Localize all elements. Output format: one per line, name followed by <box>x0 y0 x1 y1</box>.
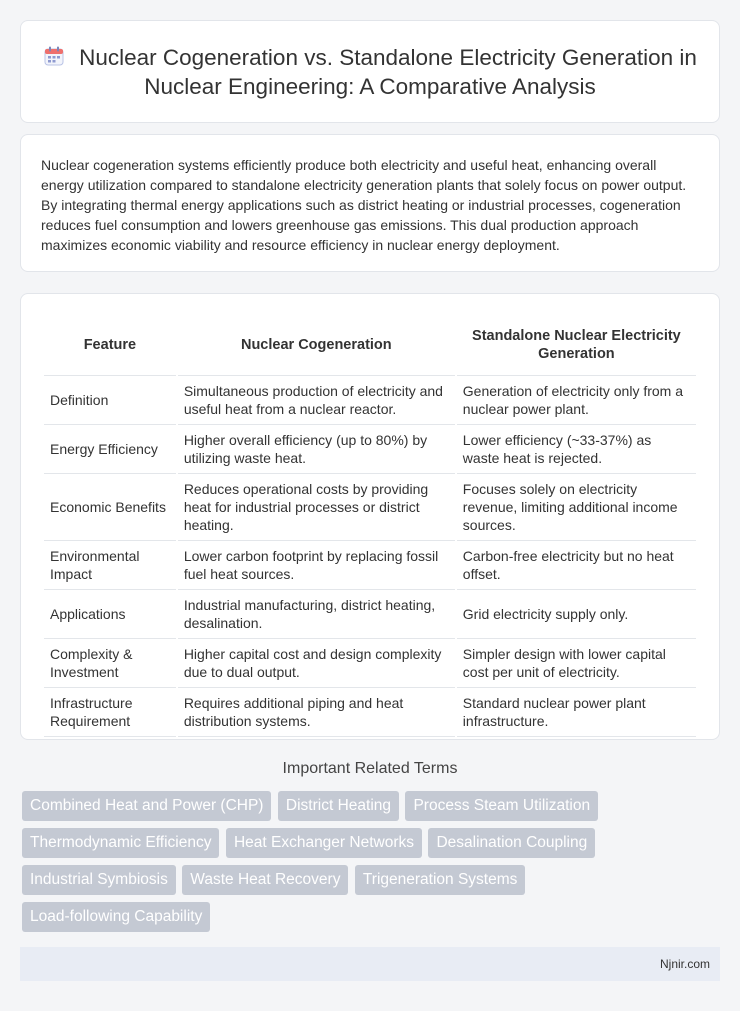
related-term-tag[interactable]: Load-following Capability <box>22 902 210 932</box>
table-row <box>44 687 696 737</box>
table-row <box>44 473 696 540</box>
cogeneration-cell: Higher capital cost and design complexity due to dual output. <box>178 638 455 687</box>
standalone-cell: Lower efficiency (~33-37%) as waste heat is rejected. <box>457 424 696 473</box>
cogeneration-cell: Lower carbon footprint by replacing fossil fuel heat sources. <box>178 540 455 589</box>
related-term-tag[interactable]: Industrial Symbiosis <box>22 865 176 895</box>
comparison-card <box>20 293 720 740</box>
related-term-tag[interactable]: Thermodynamic Efficiency <box>22 828 219 858</box>
cogeneration-cell: Higher overall efficiency (up to 80%) by utilizing waste heat. <box>178 424 455 473</box>
related-terms-heading: Important Related Terms <box>282 760 458 777</box>
standalone-cell: Standard nuclear power plant infrastructure. <box>457 687 696 737</box>
table-row <box>44 638 696 687</box>
cogeneration-cell: Reduces operational costs by providing heat for industrial processes or district heating. <box>178 473 455 540</box>
feature-cell: Economic Benefits <box>44 473 176 540</box>
page-title: Nuclear Cogeneration vs. Standalone Electricity Generation in Nuclear Engineering: A Comparative Analysis <box>79 44 697 99</box>
header-feature: Feature <box>83 337 137 353</box>
table-row <box>44 424 696 473</box>
related-term-tag[interactable]: Waste Heat Recovery <box>182 865 348 895</box>
cogeneration-cell: Industrial manufacturing, district heating, desalination. <box>178 589 455 638</box>
standalone-cell: Generation of electricity only from a nuclear power plant. <box>457 375 696 424</box>
feature-cell: Infrastructure Requirement <box>44 687 176 737</box>
feature-cell: Environmental Impact <box>44 540 176 589</box>
related-term-tag[interactable]: Process Steam Utilization <box>405 791 598 821</box>
standalone-cell: Grid electricity supply only. <box>457 589 696 638</box>
table-row <box>44 589 696 638</box>
cogeneration-cell: Simultaneous production of electricity and useful heat from a nuclear reactor. <box>178 375 455 424</box>
feature-cell: Energy Efficiency <box>44 424 176 473</box>
footer <box>20 947 720 981</box>
intro-paragraph: Nuclear cogeneration systems efficiently produce both electricity and useful heat, enhancing overall energy utilization compared to standalone electricity generation plants that solely focus on power output. By integrating thermal energy applications such as district heating or industrial processes, cogeneration reduces fuel consumption and lowers greenhouse gas emissions. This dual production approach maximizes economic viability and resource efficiency in nuclear energy deployment. <box>41 157 687 253</box>
table-row <box>44 540 696 589</box>
calendar-icon <box>43 45 65 67</box>
header-standalone: Standalone Nuclear Electricity Generation <box>472 328 681 362</box>
related-term-tag[interactable]: Trigeneration Systems <box>355 865 526 895</box>
comparison-table <box>42 315 698 737</box>
header-cogeneration: Nuclear Cogeneration <box>240 337 392 353</box>
footer-site-link[interactable]: Njnir.com <box>659 957 710 971</box>
related-term-tag[interactable]: Combined Heat and Power (CHP) <box>22 791 271 821</box>
related-term-tag[interactable]: Heat Exchanger Networks <box>226 828 422 858</box>
feature-cell: Definition <box>44 375 176 424</box>
title-card <box>20 20 720 123</box>
feature-cell: Complexity & Investment <box>44 638 176 687</box>
table-row <box>44 375 696 424</box>
related-term-tag[interactable]: Desalination Coupling <box>428 828 595 858</box>
cogeneration-cell: Requires additional piping and heat distribution systems. <box>178 687 455 737</box>
related-term-tag[interactable]: District Heating <box>278 791 399 821</box>
feature-cell: Applications <box>44 589 176 638</box>
intro-card <box>20 134 720 272</box>
standalone-cell: Carbon-free electricity but no heat offset. <box>457 540 696 589</box>
table-header-row <box>44 315 696 375</box>
related-terms-list <box>22 791 722 939</box>
standalone-cell: Focuses solely on electricity revenue, limiting additional income sources. <box>457 473 696 540</box>
standalone-cell: Simpler design with lower capital cost per unit of electricity. <box>457 638 696 687</box>
